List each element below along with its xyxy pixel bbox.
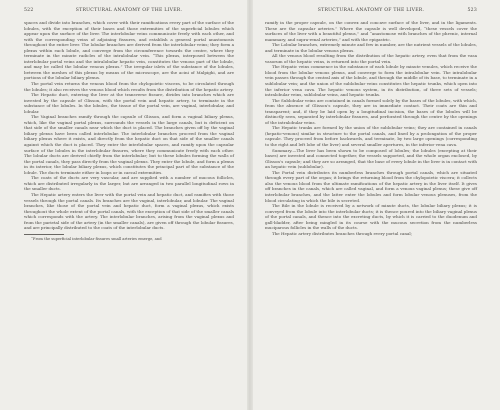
footnote: “From the superficial interlobular fissures small arteries emerge, and	[31, 236, 162, 241]
paragraph: spaces and divide into branches, which cover with their ramifications every part of the surface of the lobules, with the exception of their bases and those extremities of the superficial lobules which appear upon the surface of the liver. The interlobular veins communicate freely with each other, and with the corresponding veins of adjoining fissures, and establish a general portal anastomosis throughout the entire liver. The lobular branches are derived from the interlobular veins; they form a plexus within each lobule, and converge from the circumference towards the centre, where they terminate in the minute radicles of the intralobular vein. “This plexus, interposed between the interlobular portal veins and the intralobular hepatic vein, constitutes the venous part of the lobule, and may be called the lobular venous plexus.” The irregular islets of the substance of the lobules, between the meshes of this plexus by means of the microscope, are the acini of Malpighi, and are portions of the lobular biliary plexus.	[24, 20, 234, 81]
right-page-body	[265, 20, 477, 236]
paragraph: All the venous blood resulting from the distribution of the hepatic artery, even that from the vasa vasorum of the hepatic veins, is returned into the portal vein.	[265, 53, 477, 64]
left-page-body	[24, 20, 234, 242]
paragraph: The Lobular branches, extremely minute and few in number, are the nutrient vessels of the lobules, and terminate in the lobular venous plexus.	[265, 42, 477, 53]
paragraph: The coats of the ducts are very vascular, and are supplied with a number of mucous follicles, which are distributed irregularly in the larger, but are arranged in two parallel longitudinal rows in the smaller ducts.	[24, 175, 234, 192]
footnote-rule	[24, 234, 64, 235]
paragraph: The Sublobular veins are contained in canals formed solely by the bases of the lobules, with which, from the absence of Glisson’s capsule, they are in immediate contact. Their coats are thin and transparent; and, if they be laid open by a longitudinal incision, the bases of the lobules will be distinctly seen, separated by interlobular fissures, and perforated through the centre by the openings of the intralobular veins.	[265, 97, 477, 125]
paragraph: The Hepatic trunks are formed by the union of the sublobular veins; they are contained in canals (hepatic-venous) similar in structure to the portal canals, and lined by a prolongation of the proper capsule. They proceed from before backwards, and terminate, by two large openings (corresponding to the right and left lobe of the liver) and several smaller apertures, in the inferior vena cava.	[265, 125, 477, 148]
left-page	[0, 0, 247, 410]
paragraph: The Hepatic duct, entering the liver at the transverse fissure, divides into branches which are invested by the capsule of Glisson, with the portal vein and hepatic artery, to terminate in the substance of the lobules. In the lobules, the tissue of the portal vein, are vaginal, interlobular, and lobular.	[24, 92, 234, 114]
paragraph: The Hepatic artery enters the liver with the portal vein and hepatic duct, and ramifies with those vessels through the portal canals. Its branches are the vaginal, interlobular, and lobular. The vaginal branches, like those of the portal vein and hepatic duct, form a vaginal plexus, which exists throughout the whole extent of the portal canals, with the exception of that side of the smaller canals which corresponds with the artery. The interlobular branches, arising from the vaginal plexus and from the parietal side of the artery (in the smaller canals), are given off through the lobular fissures, and are principally distributed to the coats of the interlobular ducts.	[24, 191, 234, 231]
paragraph: The Hepatic veins commence in the substance of each lobule by minute venules, which receive the blood from the lobular venous plexus, and converge to form the intralobular vein. The intralobular vein passes through the central axis of the lobule, and through the middle of its base, to terminate in a sublobular vein; and the union of the sublobular veins constitutes the hepatic trunks, which open into the inferior vena cava. The hepatic venous system, in its distribution, of three sets of vessels; intralobular veins, sublobular veins, and hepatic trunks.	[265, 64, 477, 98]
paragraph: The portal vein returns the venous blood from the chylopoietic viscera, to be circulated through the lobules; it also receives the venous blood which results from the distribution of the hepatic artery.	[24, 81, 234, 92]
left-page-number: 522	[24, 8, 34, 13]
right-running-head: STRUCTURAL ANATOMY OF THE LIVER.	[317, 8, 425, 13]
right-page-number: 523	[467, 8, 477, 13]
paragraph: ramify in the proper capsule, on the convex and concave surface of the liver, and in the ligaments. These are the capsular arteries.” Where the capsule is well developed, “these vessels cover the surfaces of the liver with a beautiful plexus,” and “anastomose with branches of the phrenic, internal mammary, and supra-renal arteries,” and with the epigastric.	[265, 20, 477, 42]
paragraph: The Vaginal branches ramify through the capsule of Glisson, and form a vaginal biliary plexus, which, like the vaginal portal plexus, surrounds the vessels in the large canals, but is deficient on that side of the smaller canals near which the duct is placed. The branches given off by the vaginal biliary plexus have been called interlobular. The interlobular branches proceed from the vaginal biliary plexus where it exists, and directly from the hepatic duct on that side of the smaller canals against which the duct is placed. They enter the interlobular spaces, and ramify upon the capsular surface of the lobules in the interlobular fissures, where they communicate freely with each other. The lobular ducts are derived chiefly from the interlobular; but to these lobules forming the walls of the portal canals, they pass directly from the vaginal plexus. They enter the lobule, and form a plexus in its interior, the lobular biliary plexus, which constitutes the principal part of the substance of the lobule. The ducts terminate either in loops or in caecal extremities.	[24, 114, 234, 175]
paragraph: The Portal vein distributes its numberless branches through portal canals, which are situated through every part of the organ; it brings the returning blood from the chylopoietic viscera; it collects also the venous blood from the ultimate ramifications of the hepatic artery in the liver itself. It gives off branches in the canals, which are called vaginal, and form a venous vaginal plexus; these give off interlobular branches, and the latter enter the lobules and form lobular venous plexuses, from the blood circulating in which the bile is secreted.	[265, 169, 477, 203]
paragraph: Summary.—The liver has been shown to be composed of lobules; the lobules (excepting at their bases) are invested and connected together, the vessels supported, and the whole organ enclosed, by Glisson’s capsule; and they are so arranged, that the base of every lobule in the liver is in contact with an hepatic vein (sublobular).	[265, 147, 477, 170]
right-page	[253, 0, 500, 410]
paragraph: The Bile in the lobule is received by a network of minute ducts, the lobular biliary plexus; it is conveyed from the lobule into the interlobular ducts; it is thence poured into the biliary vaginal plexus of the portal canals, and thence into the excreting ducts, by which it is carried to the duodenum and gall-bladder, after being mingled in its course with the mucous secretion from the numberless muciparous follicles in the walls of the ducts.	[265, 203, 477, 231]
left-running-head: STRUCTURAL ANATOMY OF THE LIVER.	[75, 8, 183, 13]
paragraph: The Hepatic artery distributes branches through every portal canal;	[272, 230, 413, 236]
